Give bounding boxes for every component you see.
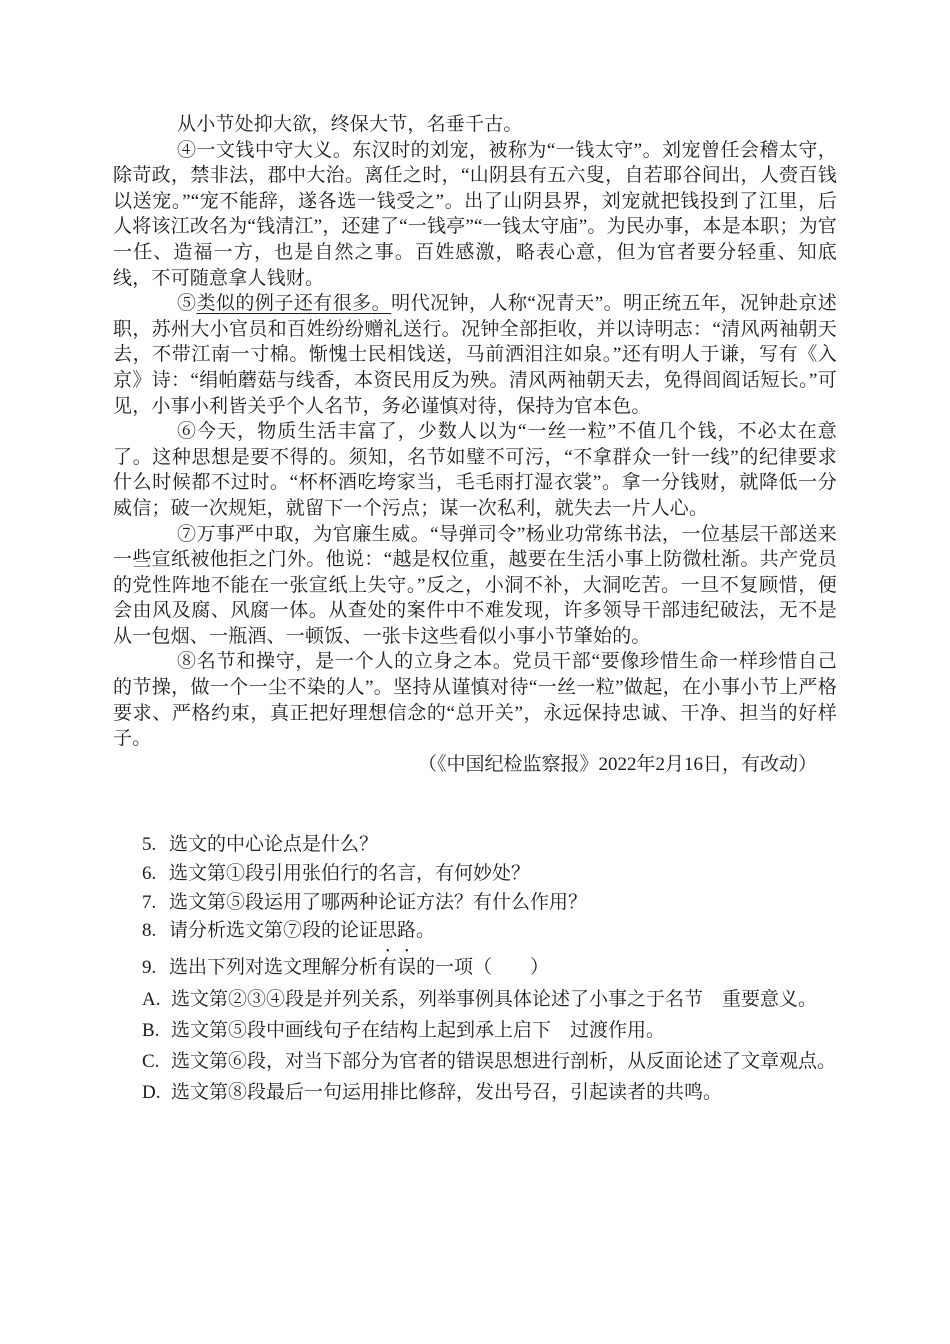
option-c-label: C. bbox=[142, 1051, 160, 1072]
question-6-text: 选文第①段引用张伯行的名言，有何妙处？ bbox=[169, 862, 531, 884]
option-list bbox=[142, 985, 902, 1109]
source-attribution: （《中国纪检监察报》2022年2月16日，有改动） bbox=[417, 753, 817, 775]
question-9-text-before: 选出下列对选文理解分析 bbox=[169, 957, 379, 979]
question-9-text bbox=[169, 957, 549, 978]
question-7 bbox=[142, 889, 882, 918]
option-a-text: 选文第②③④段是并列关系，列举事例具体论述了小事之于名节 重要意义。 bbox=[171, 989, 818, 1010]
option-b bbox=[142, 1016, 902, 1045]
option-a-label: A. bbox=[142, 989, 161, 1010]
option-c bbox=[142, 1047, 902, 1076]
option-d-text: 选文第⑧段最后一句运用排比修辞，发出号召，引起读者的共鸣。 bbox=[171, 1082, 723, 1103]
passage-paragraph-7: ⑦万事严中取，为官廉生威。“导弹司令”杨业功常练书法，一位基层干部送来一些宣纸被他拒之门外。他说：“越是权位重，越要在生活小事上防微杜渐。共产党员的党性阵地不能在一张宣纸上失守。”反之，小洞不补，大洞吃苦。一旦不复顾惜，便会由风及腐、风腐一体。从查处的案件中不难发现，许多领导干部违纪破法，无不是从一包烟、一瓶酒、一顿饭、一张卡这些看似小事小节肇始的。 bbox=[113, 523, 837, 647]
underlined-sentence: 类似的例子还有很多。 bbox=[196, 293, 392, 315]
question-7-text: 选文第⑤段运用了哪两种论证方法？有什么作用？ bbox=[169, 891, 588, 913]
option-c-text: 选文第⑥段，对当下部分为官者的错误思想进行剖析，从反面论述了文章观点。 bbox=[171, 1051, 837, 1072]
reading-passage bbox=[113, 112, 837, 777]
question-8-text: 请分析选文第⑦段的论证思路。 bbox=[169, 920, 436, 942]
option-a bbox=[142, 985, 902, 1014]
question-5-number: 5. bbox=[142, 834, 157, 855]
question-9-number: 9. bbox=[142, 957, 157, 979]
question-5-text: 选文的中心论点是什么？ bbox=[169, 834, 379, 855]
question-5 bbox=[142, 831, 882, 860]
question-6-number: 6. bbox=[142, 862, 157, 884]
question-9-text-after: 的一项（ ） bbox=[416, 957, 550, 979]
paragraph-5-marker: ⑤ bbox=[177, 293, 197, 315]
emphasized-text: 有误 bbox=[378, 957, 417, 979]
passage-paragraph-8: ⑧名节和操守，是一个人的立身之本。党员干部“要像珍惜生命一样珍惜自己的节操，做一个一尘不染的人”。坚持从谨慎对待“一丝一粒”做起，在小事小节上严格要求、严格约束，真正把好理想信念的“总开关”，永远保持忠诚、干净、担当的好样子。 bbox=[113, 651, 837, 750]
option-d-label: D. bbox=[142, 1082, 161, 1103]
passage-paragraph-4: ④一文钱中守大义。东汉时的刘宠，被称为“一钱太守”。刘宠曾任会稽太守，除苛政，禁非法，郡中大治。离任之时，“山阴县有五六叟，自若耶谷间出，人赍百钱以送宠。”“宠不能辞，遂各选一钱受之”。出了山阴县界，刘宠就把钱投到了江里，后人将该江改名为“钱清江”，还建了“一钱亭”“一钱太守庙”。为民办事，本是本职；为官一任、造福一方，也是自然之事。百姓感激，略表心意，但为官者要分轻重、知底线，不可随意拿人钱财。 bbox=[113, 139, 837, 289]
question-6 bbox=[142, 860, 882, 889]
option-b-label: B. bbox=[142, 1020, 160, 1041]
passage-paragraph-3-tail: 从小节处抑大欲，终保大节，名垂千古。 bbox=[177, 114, 523, 135]
question-8-number: 8. bbox=[142, 920, 157, 942]
option-b-text: 选文第⑤段中画线句子在结构上起到承上启下 过渡作用。 bbox=[171, 1020, 666, 1041]
passage-paragraph-6: ⑥今天，物质生活丰富了，少数人以为“一丝一粒”不值几个钱，不必太在意了。这种思想是要不得的。须知，名节如璧不可污，“不拿群众一针一线”的纪律要求什么时候都不过时。“杯杯酒吃垮家当，毛毛雨打湿衣裳”。拿一分钱财，就降低一分威信；破一次规矩，就留下一个污点；谋一次私利，就失去一片人心。 bbox=[113, 421, 837, 519]
paragraph-5-body: 明代况钟，人称“况青天”。明正统五年，况钟赴京述职，苏州大小官员和百姓纷纷赠礼送行。况钟全部拒收，并以诗明志：“清风两袖朝天去，不带江南一寸棉。惭愧士民相饯送，马前洒泪注如泉。”还有明人于谦，写有《入京》诗：“绢帕蘑菇与线香，本资民用反为殃。清风两袖朝天去，免得闾阎话短长。”可见，小事小利皆关乎个人名节，务必谨慎对待，保持为官本色。 bbox=[113, 293, 837, 417]
question-8 bbox=[142, 917, 882, 946]
passage-paragraph-5 bbox=[113, 291, 837, 419]
question-list bbox=[142, 831, 882, 983]
option-d bbox=[142, 1078, 902, 1107]
question-7-number: 7. bbox=[142, 891, 157, 913]
question-9 bbox=[142, 946, 882, 983]
